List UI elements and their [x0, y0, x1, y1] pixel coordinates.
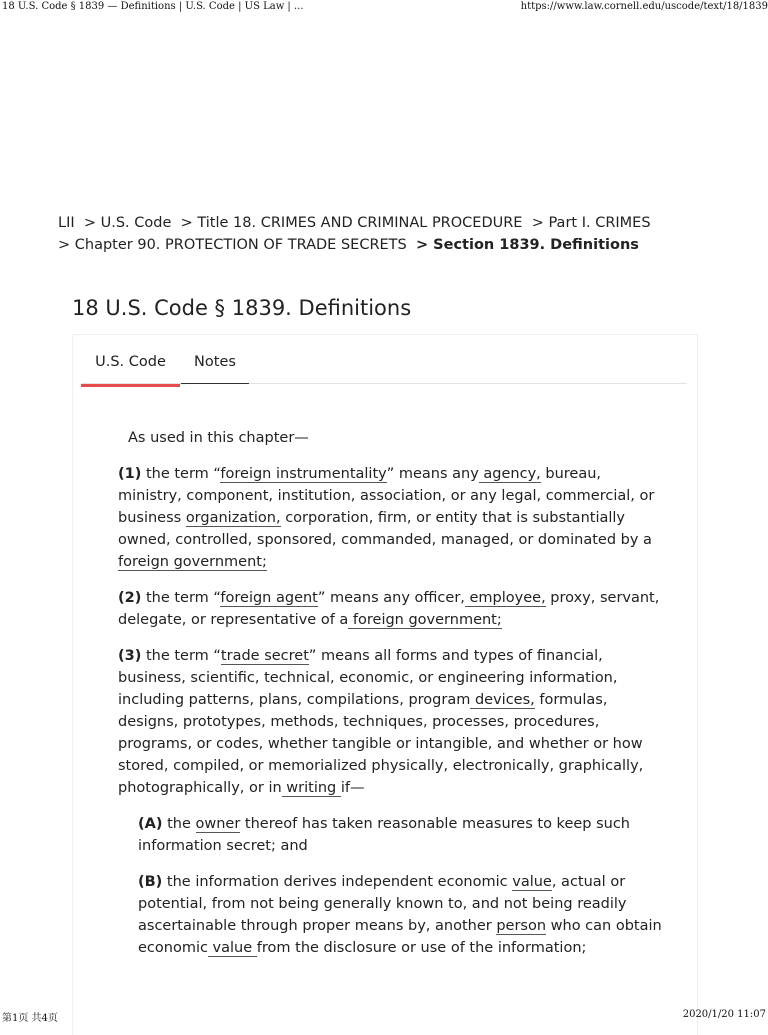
print-page-title: 18 U.S. Code § 1839 — Definitions | U.S. Code | US Law | ...: [2, 1, 304, 12]
paragraph-number: (A): [138, 816, 163, 832]
breadcrumb-lii[interactable]: LII: [58, 215, 75, 231]
defined-term-link[interactable]: foreign agent: [220, 590, 318, 606]
paragraph-1: (1) the term “foreign instrumentality” means any agency, bureau, ministry, component, institution, association, or any legal, commercial, or business organization, corporation, firm, or entity that is substantially owned, controlled, sponsored, commanded, managed, or dominated by a foreign government;: [118, 466, 655, 570]
statute-text: [118, 427, 668, 973]
defined-term-link[interactable]: person: [496, 918, 547, 934]
tab-us-code[interactable]: U.S. Code: [81, 335, 180, 387]
breadcrumb-title-18[interactable]: > Title 18. CRIMES AND CRIMINAL PROCEDURE: [180, 215, 523, 231]
paragraph-number: (B): [138, 874, 163, 890]
print-page-url: https://www.law.cornell.edu/uscode/text/18/1839: [520, 1, 768, 12]
breadcrumb-chapter-90[interactable]: > Chapter 90. PROTECTION OF TRADE SECRETS: [58, 237, 407, 253]
breadcrumb-part-1[interactable]: > Part I. CRIMES: [531, 215, 651, 231]
print-datetime: 2020/1/20 11:07: [682, 1009, 766, 1020]
defined-term-link[interactable]: employee,: [464, 590, 546, 606]
paragraph-2: (2) the term “foreign agent” means any officer, employee, proxy, servant, delegate, or representative of a foreign government;: [118, 590, 660, 628]
breadcrumb-section-1839: > Section 1839. Definitions: [415, 237, 639, 253]
paragraph-number: (2): [118, 590, 142, 606]
tab-notes[interactable]: Notes: [181, 335, 249, 384]
defined-term-link[interactable]: agency,: [478, 466, 541, 482]
defined-term-link[interactable]: writing: [281, 780, 341, 796]
content-card: [72, 334, 698, 1035]
defined-term-link[interactable]: organization,: [185, 510, 281, 526]
paragraph-number: (3): [118, 648, 142, 664]
print-footer: [0, 1008, 768, 1024]
defined-term-link[interactable]: foreign instrumentality: [220, 466, 387, 482]
breadcrumb-us-code[interactable]: > U.S. Code: [83, 215, 172, 231]
intro-text: As used in this chapter—: [128, 430, 309, 446]
subparagraph-a: (A) the owner thereof has taken reasonable measures to keep such information secret; and: [138, 816, 630, 854]
paragraph-number: (1): [118, 466, 142, 482]
print-header: [0, 0, 768, 16]
print-page-count: 第1页 共4页: [2, 1013, 58, 1024]
defined-term-link[interactable]: value: [207, 940, 257, 956]
defined-term-link[interactable]: value: [512, 874, 552, 890]
subparagraph-b: (B) the information derives independent economic value, actual or potential, from not being generally known to, and not being readily ascertainable through proper means by, another person who can obtain economic value from the disclosure or use of the information;: [138, 874, 662, 956]
tab-bar: [81, 335, 687, 384]
defined-term-link[interactable]: foreign government;: [118, 554, 267, 570]
defined-term-link[interactable]: owner: [195, 816, 241, 832]
page-title: 18 U.S. Code § 1839. Definitions: [72, 296, 412, 320]
defined-term-link[interactable]: devices,: [470, 692, 535, 708]
defined-term-link[interactable]: foreign government;: [348, 612, 502, 628]
paragraph-3: (3) the term “trade secret” means all forms and types of financial, business, scientific, technical, economic, or engineering information, including patterns, plans, compilations, program devices, formulas, designs, prototypes, methods, techniques, processes, procedures, programs, or codes, whether tangible or intangible, and whether or how stored, compiled, or memorialized physically, electronically, graphically, photographically, or in writing if—: [118, 648, 644, 796]
breadcrumb: [58, 212, 698, 256]
defined-term-link[interactable]: trade secret: [220, 648, 309, 664]
